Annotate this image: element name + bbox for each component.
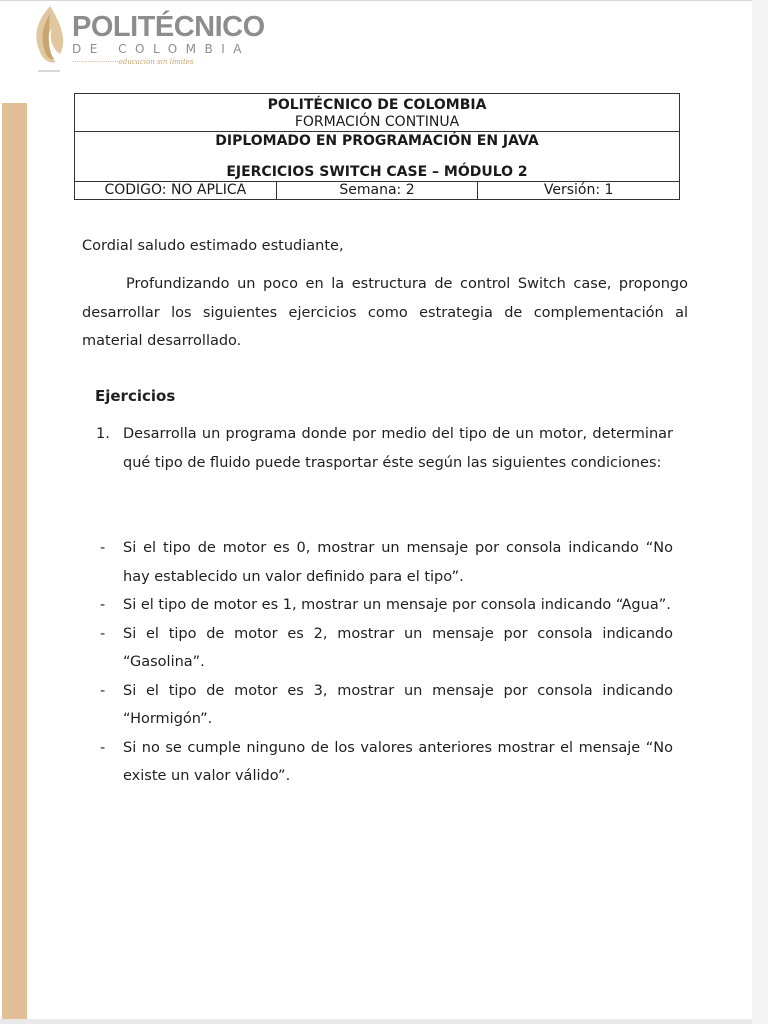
institution-logo	[30, 4, 265, 76]
exercise-title: EJERCICIOS SWITCH CASE – MÓDULO 2	[226, 164, 528, 180]
bullet-dash: -	[100, 682, 106, 699]
exercise-statement: Desarrolla un programa donde por medio del tipo de un motor, determinar qué tipo de fluido puede trasportar éste según las siguientes condiciones:	[123, 426, 673, 471]
list-item	[96, 534, 673, 591]
condition-text: Si no se cumple ninguno de los valores anteriores mostrar el mensaje “No existe un valor válido”.	[123, 739, 673, 784]
bullet-dash: -	[100, 739, 106, 756]
list-item-number: 1.	[96, 426, 110, 442]
department-name: FORMACIÓN CONTINUA	[294, 113, 460, 130]
conditions-list	[96, 534, 673, 791]
decorative-side-strip	[2, 103, 27, 1021]
bullet-dash: -	[100, 597, 106, 613]
header-row-institution	[75, 94, 680, 132]
bullet-dash: -	[100, 540, 106, 556]
code-cell: CODIGO: NO APLICA	[75, 182, 277, 200]
condition-text: Si el tipo de motor es 3, mostrar un mensaje por consola indicando “Hormigón”.	[123, 682, 673, 727]
institution-name: POLITÉCNICO DE COLOMBIA	[267, 96, 487, 113]
condition-text: Si el tipo de motor es 2, mostrar un mensaje por consola indicando “Gasolina”.	[123, 625, 673, 670]
logo-tagline-dots: ·····················	[72, 58, 119, 66]
page-bottom-edge	[0, 1019, 768, 1024]
logo-tagline-text: educación sin límites	[118, 58, 194, 66]
bullet-dash: -	[100, 625, 106, 642]
section-title: Ejercicios	[95, 387, 176, 405]
logo-subtitle: DE COLOMBIA	[72, 42, 250, 56]
greeting-text: Cordial saludo estimado estudiante,	[82, 238, 344, 254]
week-cell: Semana: 2	[276, 182, 478, 200]
condition-text: Si el tipo de motor es 0, mostrar un mensaje por consola indicando “No hay establecido un valor definido para el tipo”.	[123, 540, 673, 585]
header-cell-institution	[75, 94, 680, 132]
header-row-meta	[75, 182, 680, 200]
list-item	[96, 734, 673, 791]
page-top-edge	[0, 0, 768, 1]
version-cell: Versión: 1	[478, 182, 680, 200]
header-row-course	[75, 132, 680, 182]
document-header-table	[74, 93, 680, 200]
course-name: DIPLOMADO EN PROGRAMACIÓN EN JAVA	[215, 133, 539, 149]
header-cell-course	[75, 132, 680, 182]
list-item	[96, 677, 673, 734]
condition-text: Si el tipo de motor es 1, mostrar un mensaje por consola indicando “Agua”.	[123, 597, 671, 613]
logo-name: POLITÉCNICO	[72, 11, 265, 43]
intro-paragraph: Profundizando un poco en la estructura de control Switch case, propongo desarrollar los siguientes ejercicios como estrategia de complementación al material desarrollado.	[82, 276, 688, 349]
logo-tagline	[72, 58, 194, 67]
vertical-scrollbar[interactable]	[752, 0, 768, 1024]
flame-icon	[30, 4, 70, 76]
list-item	[96, 620, 673, 677]
list-item	[96, 591, 673, 620]
